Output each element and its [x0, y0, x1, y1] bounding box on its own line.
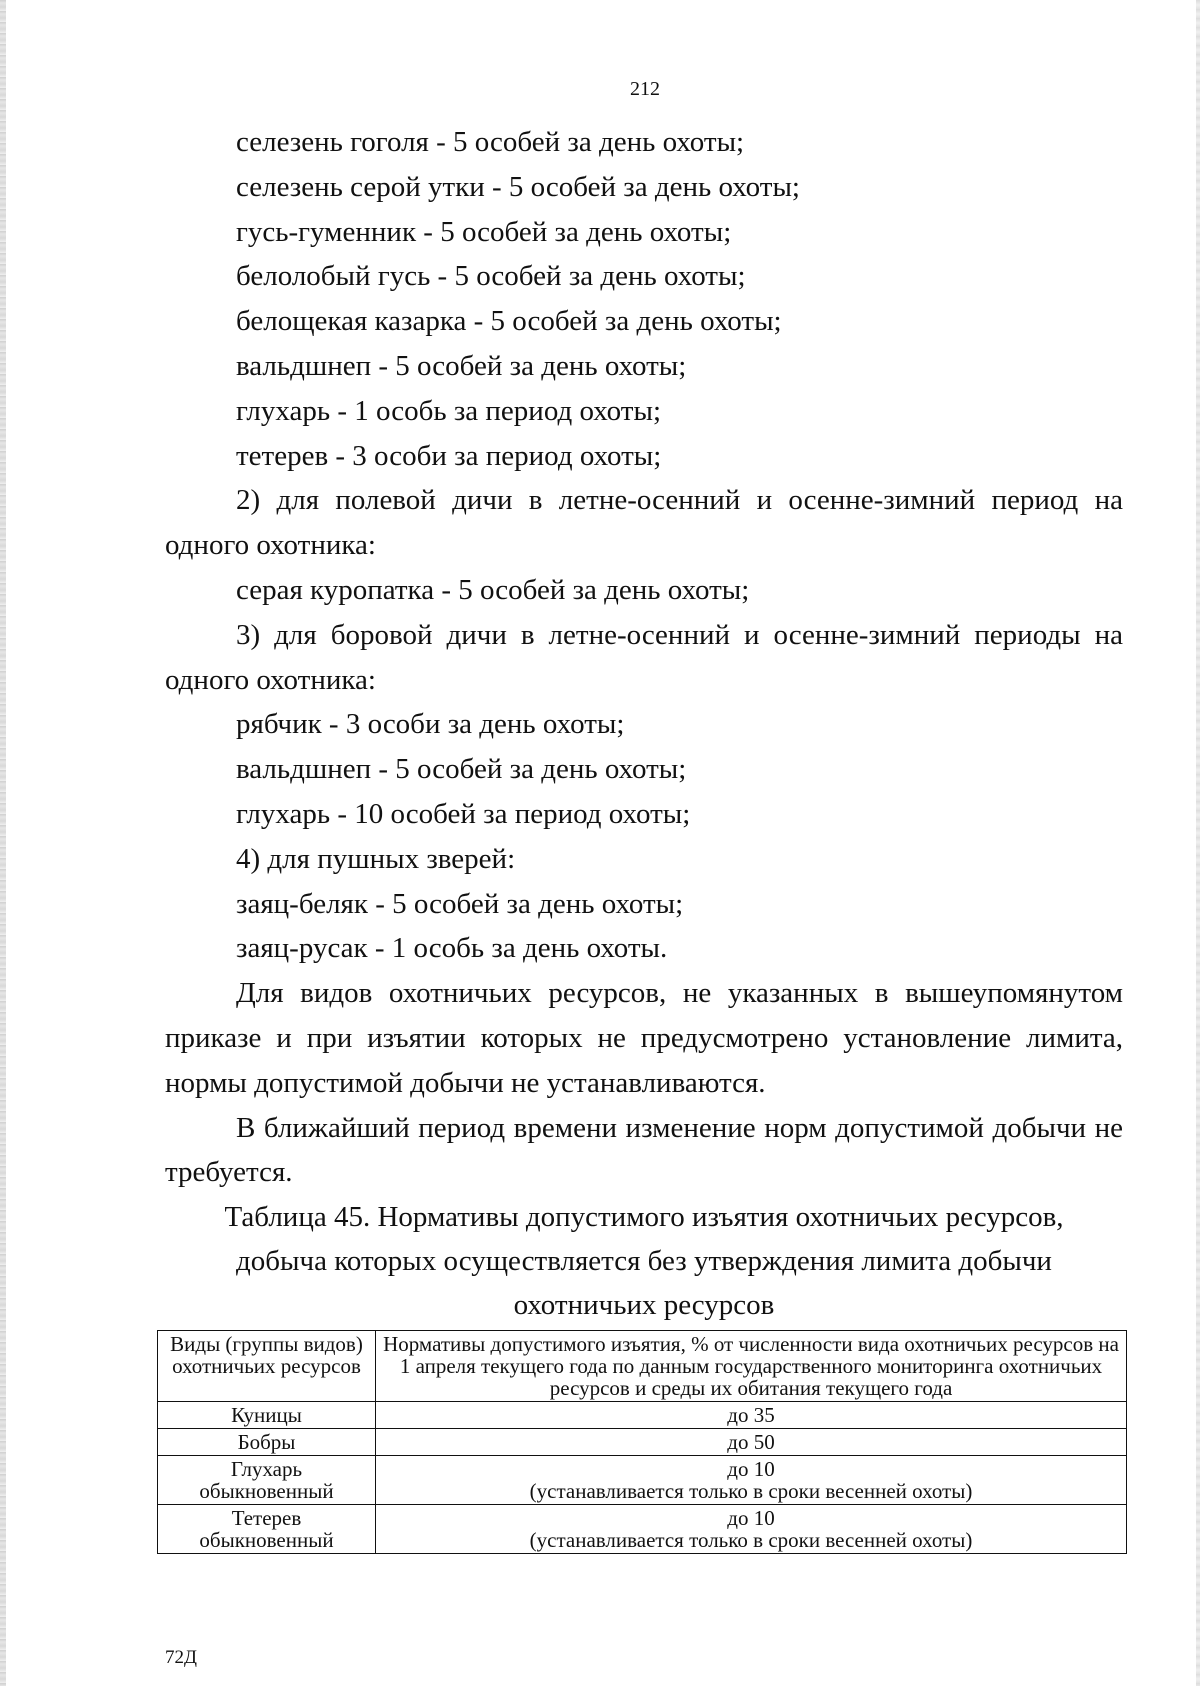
paragraph: серая куропатка - 5 особей за день охоты;: [236, 573, 750, 606]
paragraph: В ближайший период времени изменение норм допустимой добычи не требуется.: [165, 1111, 1123, 1189]
header-norm: Нормативы допустимого изъятия, % от численности вида охотничьих ресурсов на 1 апреля текущего года по данным государственного мониторинга охотничьих ресурсов и среды их обитания текущего года: [376, 1331, 1127, 1402]
norm-cell: [376, 1402, 1127, 1429]
table-caption: [165, 1195, 1123, 1327]
table-header-row: [158, 1331, 1127, 1402]
scan-edge-left: [0, 0, 6, 1686]
norm-note: (устанавливается только в сроки весенней охоты): [529, 1479, 973, 1503]
paragraph: глухарь - 10 особей за период охоты;: [236, 797, 691, 830]
paragraph: вальдшнеп - 5 особей за день охоты;: [236, 753, 687, 786]
species-cell: Куницы: [158, 1402, 376, 1429]
body-text: [165, 120, 1123, 1195]
norms-table: [157, 1330, 1127, 1554]
caption-line: охотничьих ресурсов: [513, 1289, 775, 1321]
species-cell: Тетерев обыкновенный: [158, 1505, 376, 1554]
paragraph: селезень гоголя - 5 особей за день охоты;: [236, 126, 745, 158]
norm-cell: [376, 1456, 1127, 1505]
table-row: [158, 1505, 1127, 1554]
paragraph: вальдшнеп - 5 особей за день охоты;: [236, 349, 687, 382]
paragraph: белощекая казарка - 5 особей за день охоты;: [236, 305, 782, 338]
norm-cell: [376, 1429, 1127, 1456]
paragraph: белолобый гусь - 5 особей за день охоты;: [236, 260, 746, 293]
species-cell: Глухарь обыкновенный: [158, 1456, 376, 1505]
norm-cell: [376, 1505, 1127, 1554]
caption-line: Таблица 45. Нормативы допустимого изъятия охотничьих ресурсов,: [224, 1201, 1064, 1233]
norm-value: до 10: [727, 1457, 775, 1481]
norm-note: (устанавливается только в сроки весенней охоты): [529, 1528, 973, 1552]
paragraph: рябчик - 3 особи за день охоты;: [236, 708, 625, 741]
species-cell: Бобры: [158, 1429, 376, 1456]
paragraph: заяц-беляк - 5 особей за день охоты;: [236, 887, 684, 920]
paragraph: гусь-гуменник - 5 особей за день охоты;: [236, 215, 732, 248]
norm-value: до 10: [727, 1506, 775, 1530]
paragraph: селезень серой утки - 5 особей за день охоты;: [236, 170, 800, 203]
footer-code: 72Д: [165, 1647, 197, 1668]
norm-value: до 50: [727, 1430, 775, 1454]
paragraph: тетерев - 3 особи за период охоты;: [236, 439, 662, 472]
scan-edge-right: [1196, 0, 1200, 1686]
norm-value: до 35: [727, 1403, 775, 1427]
table-row: [158, 1429, 1127, 1456]
table-row: [158, 1456, 1127, 1505]
header-species: Виды (группы видов) охотничьих ресурсов: [158, 1331, 376, 1402]
paragraph: Для видов охотничьих ресурсов, не указанных в вышеупомянутом приказе и при изъятии которых не предусмотрено установление лимита, нормы допустимой добычи не устанавливаются.: [165, 977, 1123, 1099]
paragraph: 2) для полевой дичи в летне-осенний и осенне-зимний период на одного охотника:: [165, 484, 1123, 562]
table-row: [158, 1402, 1127, 1429]
paragraph: глухарь - 1 особь за период охоты;: [236, 394, 662, 427]
caption-line: добыча которых осуществляется без утверждения лимита добычи: [236, 1245, 1052, 1277]
table-body: [158, 1402, 1127, 1554]
paragraph: заяц-русак - 1 особь за день охоты.: [236, 932, 668, 965]
page-number: 212: [630, 78, 660, 100]
paragraph: 4) для пушных зверей:: [236, 842, 516, 875]
paragraph: 3) для боровой дичи в летне-осенний и осенне-зимний периоды на одного охотника:: [165, 618, 1123, 696]
